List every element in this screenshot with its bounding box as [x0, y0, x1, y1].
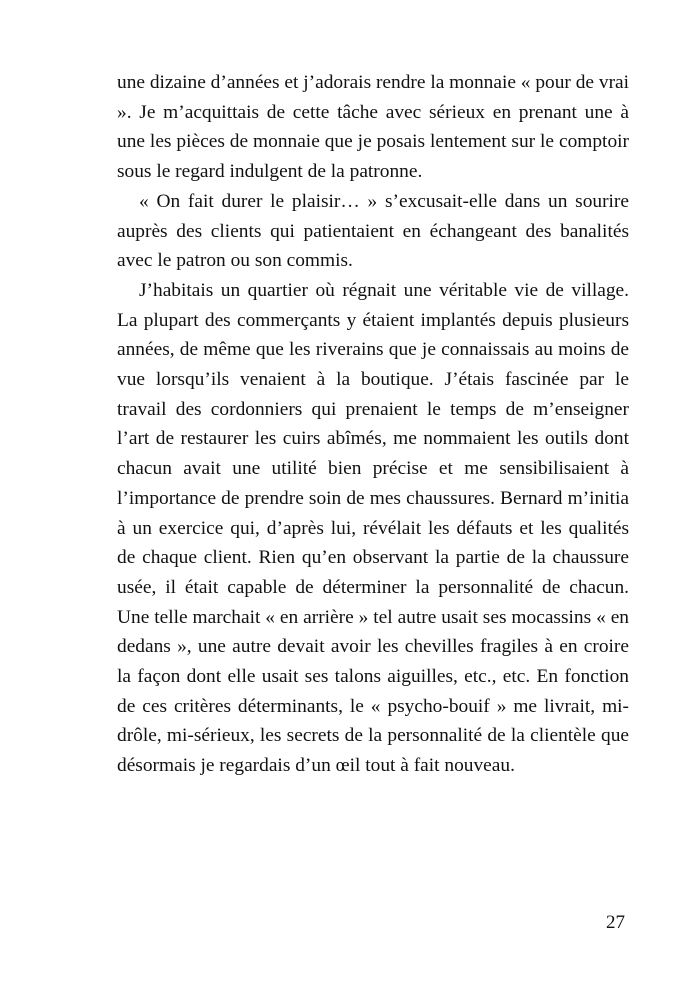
- paragraph-1: une dizaine d’années et j’adorais rendre la monnaie « pour de vrai ». Je m’acquittais de cette tâche avec sérieux en prenant une à une les pièces de monnaie que je posais lentement sur le comptoir sous le regard indulgent de la patronne.: [117, 72, 630, 183]
- paragraph-3: J’habitais un quartier où régnait une véritable vie de village. La plupart des commerçants y étaient implantés depuis plusieurs années, de même que les riverains que je connaissais au moins de vue lorsqu’ils venaient à la boutique. J’étais fascinée par le travail des cordonniers qui prenaient le temps de m’enseigner l’art de restaurer les cuirs abîmés, me nommaient les outils dont chacun avait une utilité bien précise et me sensibilisaient à l’importance de prendre soin de mes chaussures. Bernard m’initia à un exercice qui, d’après lui, révélait les défauts et les qualités de chaque client. Rien qu’en observant la partie de la chaussure usée, il était capable de déterminer la personnalité de chacun. Une telle marchait « en arrière » tel autre usait ses mocassins « en dedans », une autre devait avoir les chevilles fragiles à en croire la façon dont elle usait ses talons aiguilles, etc., etc. En fonction de ces critères déterminants, le « psycho-bouif » me livrait, mi-drôle, mi-sérieux, les secrets de la personnalité de la clientèle que désormais je regardais d’un œil tout à fait nouveau.: [117, 279, 629, 777]
- body-text: [117, 68, 629, 781]
- page-number: 27: [606, 912, 625, 933]
- paragraph-2: « On fait durer le plaisir… » s’excusait-elle dans un sourire auprès des clients qui patientaient en échangeant des banalités avec le patron ou son commis.: [117, 190, 629, 272]
